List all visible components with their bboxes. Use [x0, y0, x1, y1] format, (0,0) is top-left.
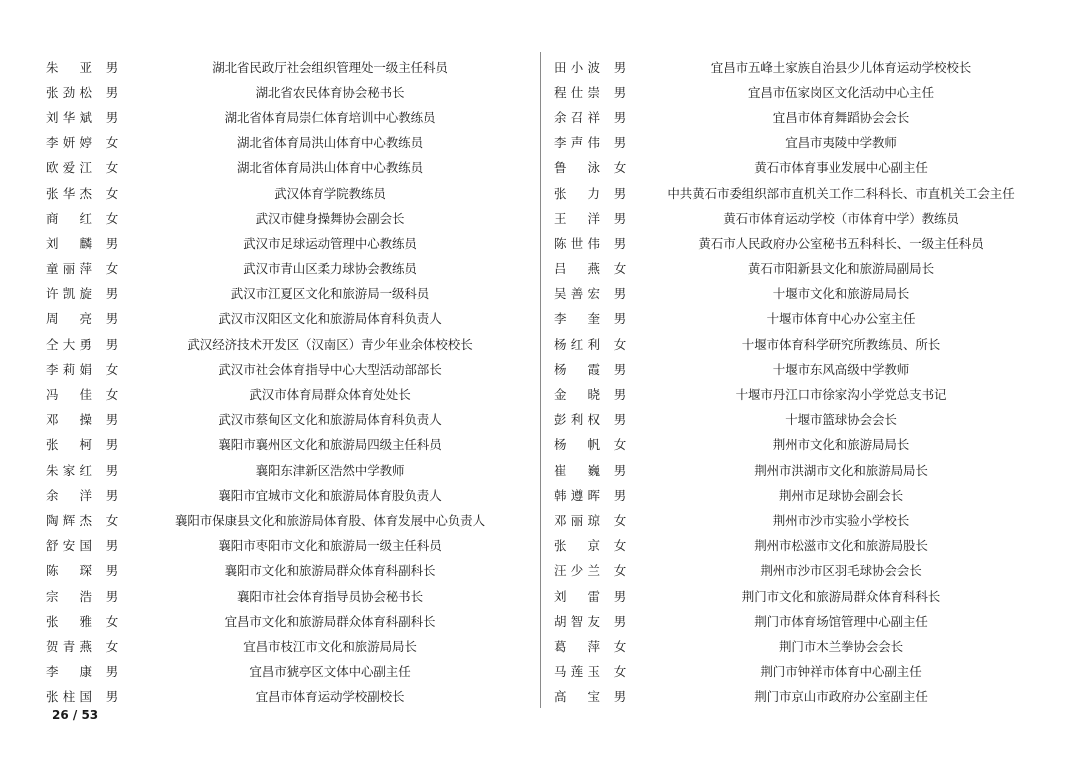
person-position: 荆门市钟祥市体育中心副主任: [760, 664, 922, 680]
person-name: 周 亮: [46, 311, 92, 327]
person-position: 荆门市京山市政府办公室副主任: [754, 689, 928, 705]
list-row: [40, 608, 534, 633]
person-name: 韩遵晖: [554, 487, 600, 503]
person-position: 武汉经济技术开发区（汉南区）青少年业余体校校长: [187, 336, 473, 352]
list-row: [40, 533, 534, 558]
person-gender: 女: [613, 512, 627, 528]
person-gender: 男: [613, 361, 627, 377]
person-gender: 男: [613, 286, 627, 302]
person-name: 高 宝: [554, 689, 600, 705]
person-name: 舒安国: [46, 538, 92, 554]
person-name: 刘 麟: [46, 235, 92, 251]
person-name: 商 红: [46, 210, 92, 226]
person-gender: 女: [105, 261, 119, 277]
person-position: 荆门市体育场馆管理中心副主任: [754, 613, 928, 629]
list-row: [548, 331, 1048, 356]
person-position: 中共黄石市委组织部市直机关工作二科科长、市直机关工会主任: [667, 185, 1015, 201]
person-gender: 男: [105, 286, 119, 302]
person-name: 陶辉杰: [46, 512, 92, 528]
person-name: 杨 霞: [554, 361, 600, 377]
person-position: 十堰市文化和旅游局局长: [772, 286, 910, 302]
person-position: 武汉市蔡甸区文化和旅游局体育科负责人: [218, 412, 442, 428]
person-gender: 男: [613, 235, 627, 251]
person-gender: 男: [105, 311, 119, 327]
list-row: [548, 54, 1048, 79]
person-position: 襄阳市保康县文化和旅游局体育股、体育发展中心负责人: [174, 512, 485, 528]
person-name: 张华杰: [46, 185, 92, 201]
person-position: 荆州市文化和旅游局局长: [772, 437, 910, 453]
list-row: [548, 558, 1048, 583]
list-row: [548, 104, 1048, 129]
person-name: 朱 亚: [46, 59, 92, 75]
person-gender: 男: [105, 437, 119, 453]
list-row: [548, 633, 1048, 658]
person-position: 宜昌市体育舞蹈协会会长: [772, 109, 910, 125]
person-name: 张柱国: [46, 689, 92, 705]
list-row: [548, 381, 1048, 406]
person-gender: 男: [105, 487, 119, 503]
person-name: 童丽萍: [46, 261, 92, 277]
person-name: 冯 佳: [46, 387, 92, 403]
person-gender: 男: [613, 135, 627, 151]
person-position: 武汉市体育局群众体育处处长: [249, 387, 411, 403]
list-row: [40, 130, 534, 155]
list-row: [548, 432, 1048, 457]
list-row: [40, 407, 534, 432]
person-name: 陈世伟: [554, 235, 600, 251]
person-gender: 女: [105, 361, 119, 377]
person-position: 湖北省体育局洪山体育中心教练员: [236, 160, 423, 176]
list-row: [548, 407, 1048, 432]
page-number: 26 / 53: [52, 708, 99, 722]
list-row: [40, 180, 534, 205]
person-gender: 男: [613, 412, 627, 428]
person-name: 汪少兰: [554, 563, 600, 579]
person-position: 襄阳东津新区浩然中学教师: [255, 462, 405, 478]
person-position: 十堰市体育中心办公室主任: [766, 311, 916, 327]
person-gender: 男: [613, 84, 627, 100]
list-row: [548, 180, 1048, 205]
list-row: [40, 633, 534, 658]
person-gender: 男: [105, 59, 119, 75]
person-name: 彭利权: [554, 412, 600, 428]
person-name: 朱家红: [46, 462, 92, 478]
person-position: 宜昌市五峰土家族自治县少儿体育运动学校校长: [710, 59, 972, 75]
list-row: [40, 155, 534, 180]
person-gender: 男: [105, 588, 119, 604]
person-gender: 男: [613, 462, 627, 478]
list-row: [40, 583, 534, 608]
list-row: [548, 507, 1048, 532]
person-gender: 女: [613, 638, 627, 654]
list-row: [40, 54, 534, 79]
person-position: 襄阳市宜城市文化和旅游局体育股负责人: [218, 487, 442, 503]
person-position: 武汉市足球运动管理中心教练员: [243, 235, 417, 251]
person-name: 张 柯: [46, 437, 92, 453]
list-row: [548, 684, 1048, 709]
left-column: [40, 54, 534, 708]
person-name: 金 晓: [554, 387, 600, 403]
person-gender: 女: [105, 613, 119, 629]
person-gender: 男: [105, 462, 119, 478]
person-position: 宜昌市体育运动学校副校长: [255, 689, 405, 705]
person-name: 吴善宏: [554, 286, 600, 302]
person-name: 李 康: [46, 664, 92, 680]
person-name: 张 京: [554, 538, 600, 554]
column-divider: [540, 52, 541, 708]
list-row: [548, 482, 1048, 507]
list-row: [40, 507, 534, 532]
person-position: 武汉市青山区柔力球协会教练员: [243, 261, 417, 277]
person-gender: 男: [105, 412, 119, 428]
person-name: 葛 萍: [554, 638, 600, 654]
list-row: [548, 583, 1048, 608]
person-name: 杨 帆: [554, 437, 600, 453]
person-gender: 女: [105, 210, 119, 226]
person-gender: 男: [105, 689, 119, 705]
person-gender: 女: [613, 437, 627, 453]
list-row: [40, 256, 534, 281]
list-row: [40, 205, 534, 230]
person-gender: 女: [105, 185, 119, 201]
list-row: [548, 256, 1048, 281]
person-position: 十堰市篮球协会会长: [785, 412, 897, 428]
person-name: 田小波: [554, 59, 600, 75]
person-name: 马莲玉: [554, 664, 600, 680]
person-position: 十堰市体育科学研究所教练员、所长: [741, 336, 941, 352]
person-position: 武汉市江夏区文化和旅游局一级科员: [230, 286, 430, 302]
person-position: 宜昌市枝江市文化和旅游局局长: [243, 638, 417, 654]
person-position: 襄阳市文化和旅游局群众体育科副科长: [224, 563, 436, 579]
person-gender: 男: [613, 387, 627, 403]
person-gender: 男: [105, 563, 119, 579]
person-name: 邓 操: [46, 412, 92, 428]
person-name: 贺青燕: [46, 638, 92, 654]
person-gender: 男: [105, 109, 119, 125]
person-name: 余召祥: [554, 109, 600, 125]
person-position: 宜昌市夷陵中学教师: [785, 135, 897, 151]
person-name: 吕 燕: [554, 261, 600, 277]
person-name: 刘 雷: [554, 588, 600, 604]
list-row: [40, 558, 534, 583]
person-position: 荆门市文化和旅游局群众体育科科长: [741, 588, 941, 604]
list-row: [548, 130, 1048, 155]
person-position: 黄石市体育事业发展中心副主任: [754, 160, 928, 176]
person-name: 张 雅: [46, 613, 92, 629]
person-gender: 男: [105, 336, 119, 352]
person-gender: 男: [613, 689, 627, 705]
list-row: [548, 356, 1048, 381]
person-name: 许凯旋: [46, 286, 92, 302]
person-gender: 男: [105, 235, 119, 251]
list-row: [548, 306, 1048, 331]
person-gender: 女: [105, 387, 119, 403]
person-gender: 男: [613, 185, 627, 201]
person-name: 余 洋: [46, 487, 92, 503]
list-row: [548, 155, 1048, 180]
person-position: 荆州市沙市实验小学校长: [772, 512, 910, 528]
person-position: 武汉体育学院教练员: [274, 185, 386, 201]
list-row: [548, 281, 1048, 306]
person-position: 湖北省体育局洪山体育中心教练员: [236, 135, 423, 151]
list-row: [40, 230, 534, 255]
person-gender: 女: [613, 538, 627, 554]
person-gender: 男: [105, 84, 119, 100]
person-name: 李莉娟: [46, 361, 92, 377]
list-row: [40, 356, 534, 381]
person-gender: 女: [613, 336, 627, 352]
person-position: 十堰市东风高级中学教师: [772, 361, 910, 377]
person-gender: 女: [105, 160, 119, 176]
person-position: 荆州市松滋市文化和旅游局股长: [754, 538, 928, 554]
list-row: [40, 381, 534, 406]
list-row: [548, 230, 1048, 255]
person-name: 王 洋: [554, 210, 600, 226]
person-gender: 男: [613, 311, 627, 327]
person-position: 湖北省农民体育协会秘书长: [255, 84, 405, 100]
list-row: [548, 457, 1048, 482]
person-position: 宜昌市文化和旅游局群众体育科副科长: [224, 613, 436, 629]
list-row: [40, 432, 534, 457]
person-name: 李声伟: [554, 135, 600, 151]
list-row: [40, 457, 534, 482]
person-name: 仝大勇: [46, 336, 92, 352]
right-column: [548, 54, 1048, 708]
person-position: 湖北省体育局崇仁体育培训中心教练员: [224, 109, 436, 125]
person-position: 襄阳市枣阳市文化和旅游局一级主任科员: [218, 538, 442, 554]
person-name: 鲁 泳: [554, 160, 600, 176]
list-row: [40, 331, 534, 356]
list-row: [40, 659, 534, 684]
person-position: 武汉市汉阳区文化和旅游局体育科负责人: [218, 311, 442, 327]
list-row: [40, 281, 534, 306]
person-position: 宜昌市伍家岗区文化活动中心主任: [747, 84, 934, 100]
person-position: 荆州市沙市区羽毛球协会会长: [760, 563, 922, 579]
list-row: [40, 79, 534, 104]
person-gender: 女: [105, 638, 119, 654]
person-name: 刘华斌: [46, 109, 92, 125]
person-gender: 男: [105, 538, 119, 554]
person-position: 黄石市体育运动学校（市体育中学）教练员: [723, 210, 959, 226]
person-gender: 女: [613, 664, 627, 680]
person-gender: 男: [105, 664, 119, 680]
person-name: 欧爱江: [46, 160, 92, 176]
list-row: [548, 533, 1048, 558]
person-gender: 男: [613, 59, 627, 75]
list-row: [548, 608, 1048, 633]
person-name: 杨红利: [554, 336, 600, 352]
person-gender: 男: [613, 588, 627, 604]
person-position: 荆州市洪湖市文化和旅游局局长: [754, 462, 928, 478]
person-position: 黄石市人民政府办公室秘书五科科长、一级主任科员: [698, 235, 984, 251]
list-row: [40, 104, 534, 129]
person-position: 荆州市足球协会副会长: [778, 487, 903, 503]
person-position: 襄阳市襄州区文化和旅游局四级主任科员: [218, 437, 442, 453]
person-gender: 女: [613, 160, 627, 176]
list-row: [40, 306, 534, 331]
list-row: [548, 205, 1048, 230]
person-name: 李妍婷: [46, 135, 92, 151]
person-name: 宗 浩: [46, 588, 92, 604]
person-name: 陈 琛: [46, 563, 92, 579]
person-gender: 女: [105, 512, 119, 528]
list-row: [548, 659, 1048, 684]
person-name: 崔 巍: [554, 462, 600, 478]
list-row: [40, 482, 534, 507]
person-name: 邓丽琼: [554, 512, 600, 528]
person-gender: 男: [613, 487, 627, 503]
person-name: 程仕崇: [554, 84, 600, 100]
person-gender: 女: [105, 135, 119, 151]
person-name: 张劲松: [46, 84, 92, 100]
person-gender: 男: [613, 613, 627, 629]
person-gender: 男: [613, 109, 627, 125]
person-position: 襄阳市社会体育指导员协会秘书长: [236, 588, 423, 604]
person-gender: 女: [613, 261, 627, 277]
list-row: [40, 684, 534, 709]
person-position: 武汉市健身操舞协会副会长: [255, 210, 405, 226]
person-position: 武汉市社会体育指导中心大型活动部部长: [218, 361, 442, 377]
person-position: 十堰市丹江口市徐家沟小学党总支书记: [735, 387, 947, 403]
person-position: 宜昌市猇亭区文体中心副主任: [249, 664, 411, 680]
person-position: 黄石市阳新县文化和旅游局副局长: [747, 261, 934, 277]
person-position: 荆门市木兰拳协会会长: [778, 638, 903, 654]
person-name: 胡智友: [554, 613, 600, 629]
list-row: [548, 79, 1048, 104]
person-name: 李 奎: [554, 311, 600, 327]
person-gender: 男: [613, 210, 627, 226]
person-gender: 女: [613, 563, 627, 579]
person-position: 湖北省民政厅社会组织管理处一级主任科员: [212, 59, 448, 75]
person-name: 张 力: [554, 185, 600, 201]
